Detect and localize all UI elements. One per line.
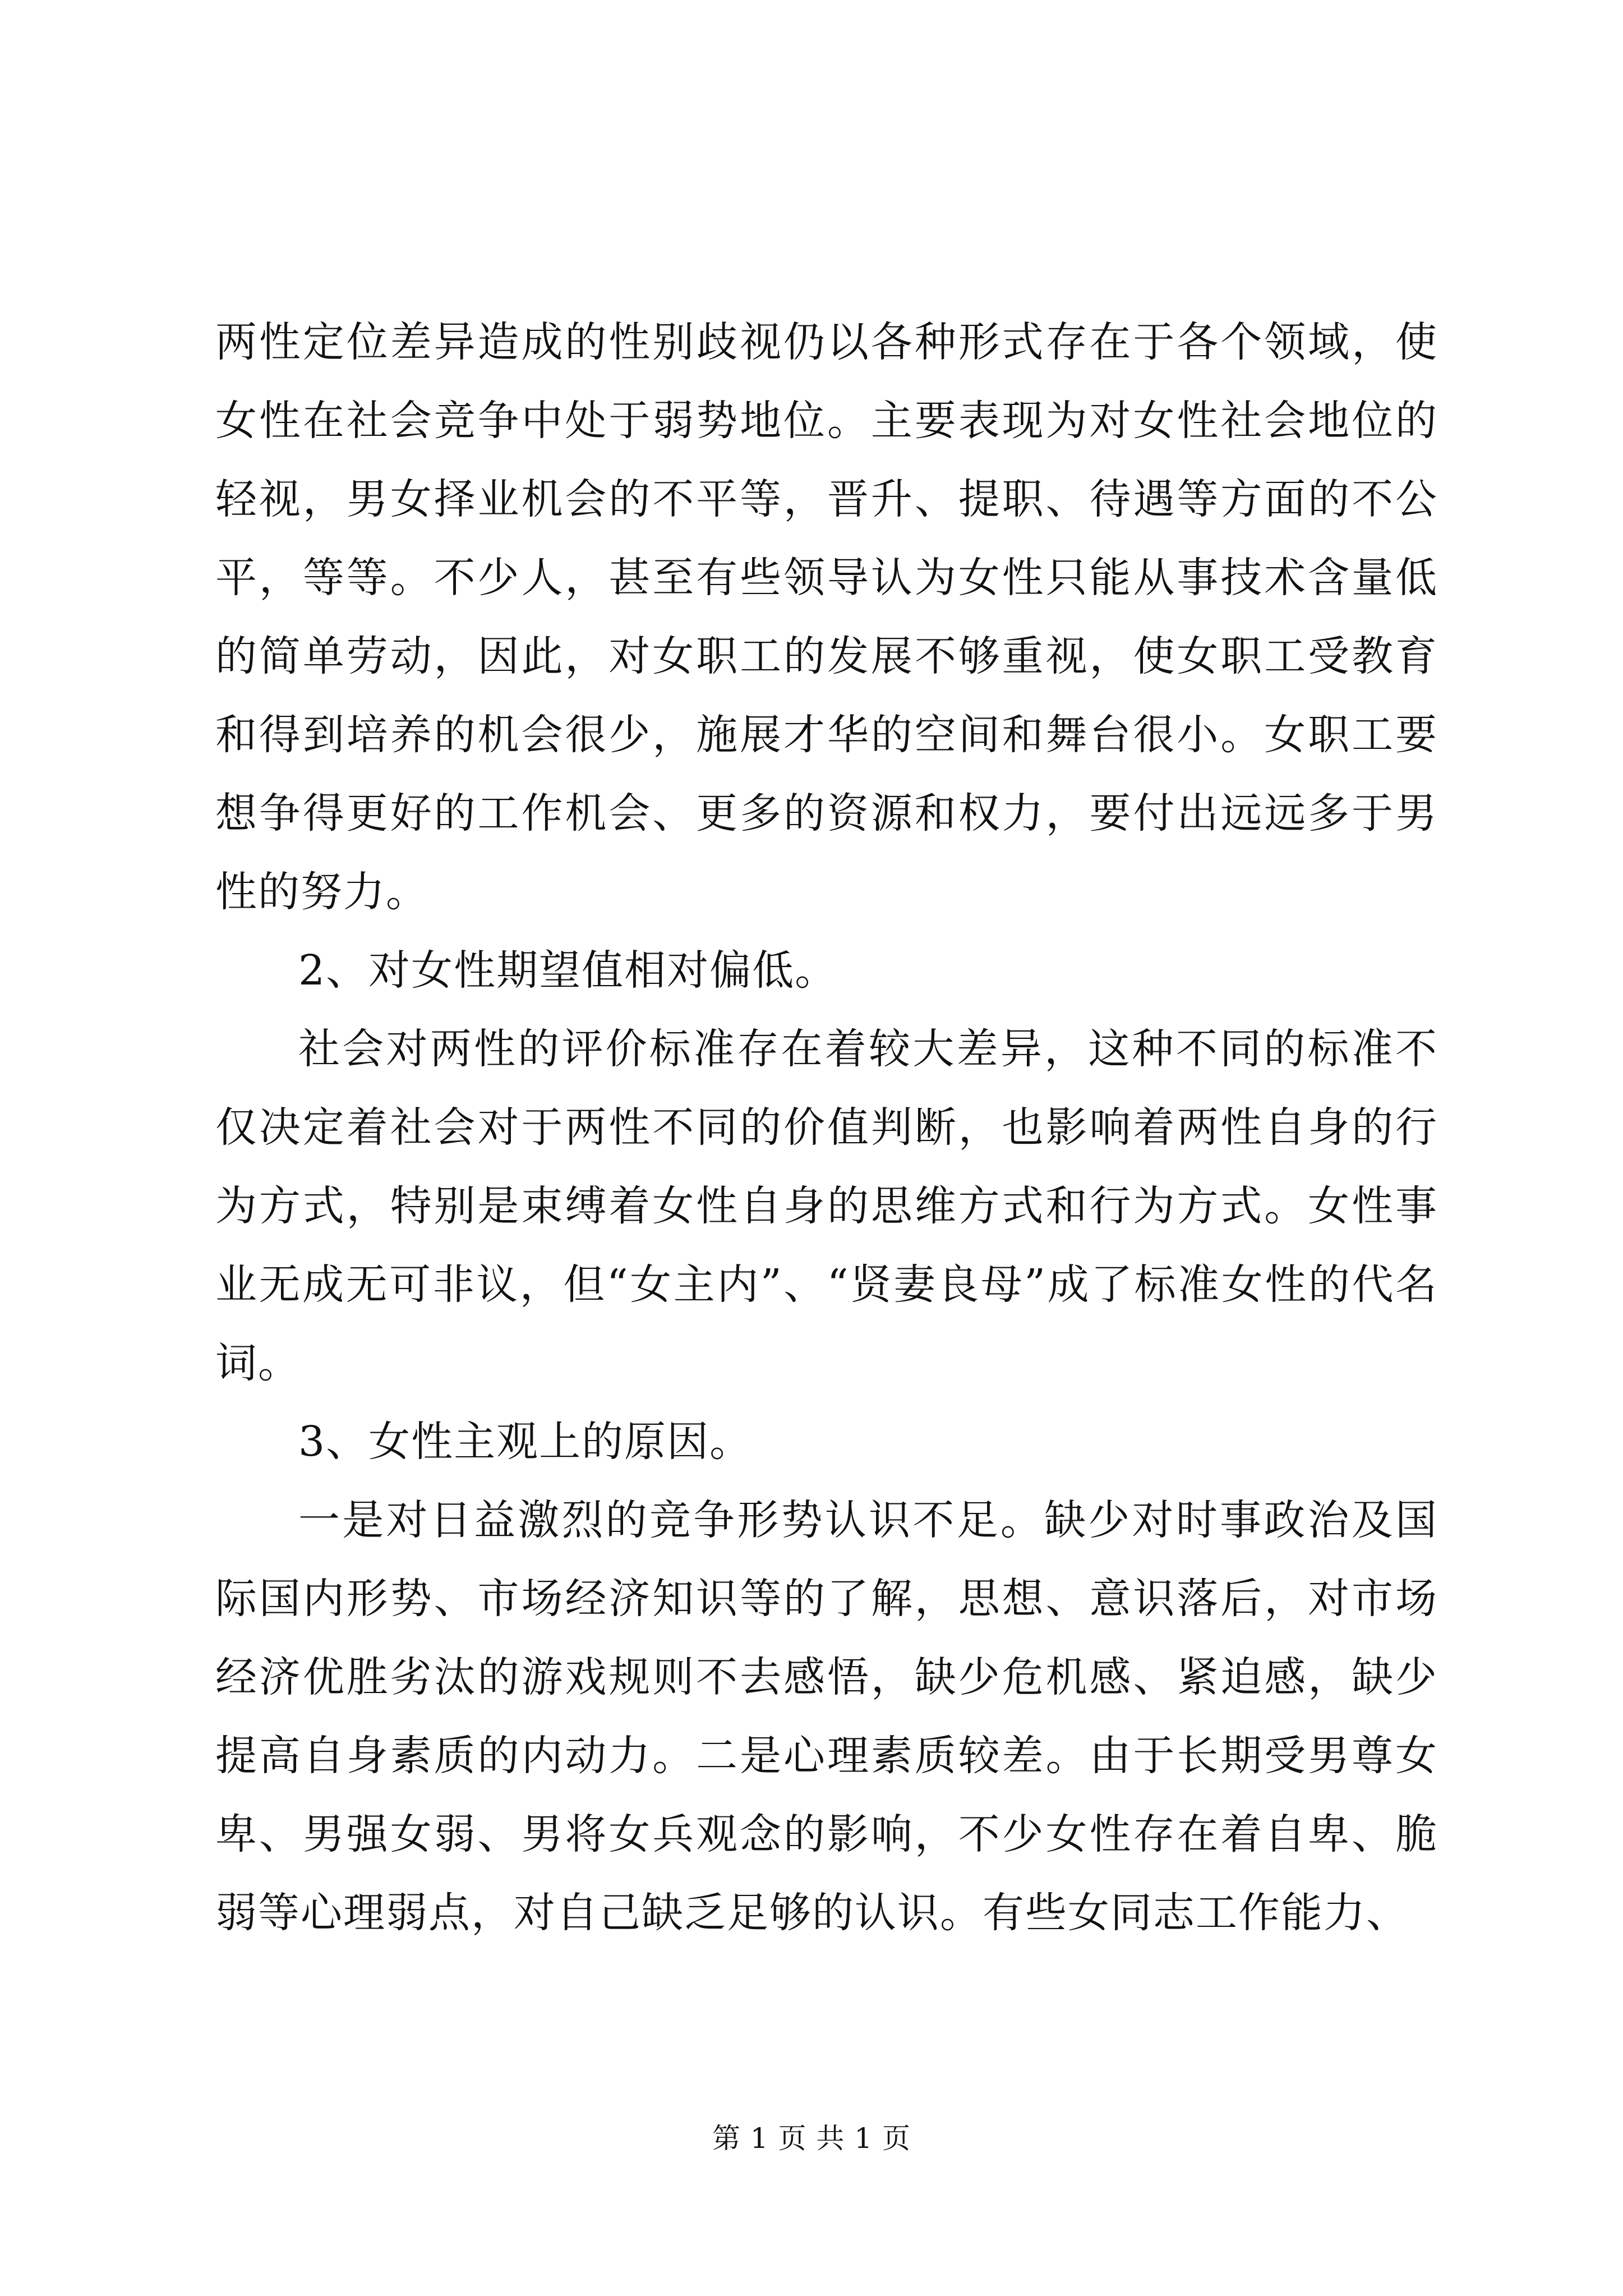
paragraph-evaluation-standards: 社会对两性的评价标准存在着较大差异，这种不同的标准不仅决定着社会对于两性不同的价值判断，也影响着两性自身的行为方式，特别是束缚着女性自身的思维方式和行为方式。女性事业无成无可非议，但“女主内”、“贤妻良母”成了标准女性的代名词。 [215, 1025, 1438, 1387]
paragraph-continued: 两性定位差异造成的性别歧视仍以各种形式存在于各个领域，使女性在社会竞争中处于弱势地位。主要表现为对女性社会地位的轻视，男女择业机会的不平等，晋升、提职、待遇等方面的不公平，等等。不少人，甚至有些领导认为女性只能从事技术含量低的简单劳动，因此，对女职工的发展不够重视，使女职工受教育和得到培养的机会很少，施展才华的空间和舞台很小。女职工要想争得更好的工作机会、更多的资源和权力，要付出远远多于男性的努力。 [215, 318, 1438, 916]
page-footer: 第 1 页 共 1 页 [712, 2122, 911, 2155]
paragraph-heading-3: 3、女性主观上的原因。 [298, 1418, 753, 1466]
paragraph-heading-2: 2、对女性期望值相对偏低。 [298, 946, 838, 995]
paragraph-subjective-reasons: 一是对日益激烈的竞争形势认识不足。缺少对时事政治及国际国内形势、市场经济知识等的了解，思想、意识落后，对市场经济优胜劣汰的游戏规则不去感悟，缺少危机感、紧迫感，缺少提高自身素质的内动力。二是心理素质较差。由于长期受男尊女卑、男强女弱、男将女兵观念的影响，不少女性存在着自卑、脆弱等心理弱点，对自己缺乏足够的认识。有些女同志工作能力、 [215, 1496, 1438, 1937]
document-body [215, 303, 1438, 1952]
